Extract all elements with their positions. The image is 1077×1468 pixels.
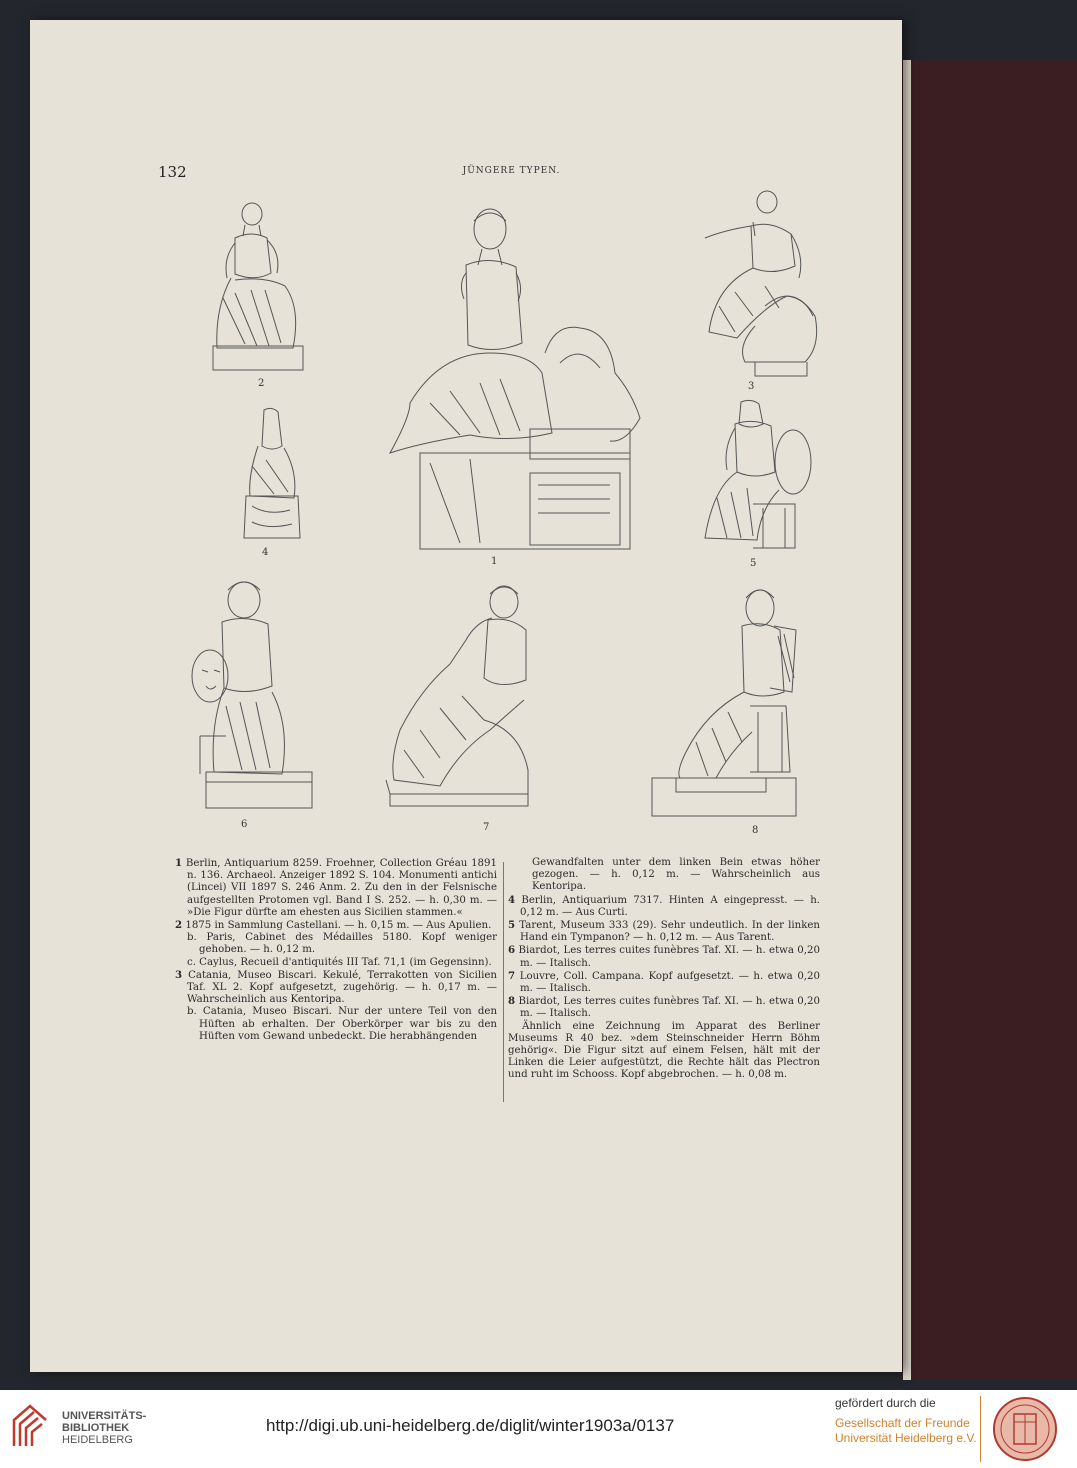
caption-number: 8	[508, 995, 516, 1008]
caption-text: b. Paris, Cabinet des Médailles 5180. Kopf weniger gehoben. — h. 0,12 m.	[187, 932, 497, 956]
caption-3b-continued	[508, 857, 820, 894]
caption-number: 4	[508, 893, 516, 906]
caption-number: 1	[175, 857, 183, 869]
caption-3b	[175, 1006, 497, 1043]
caption-7	[508, 970, 820, 995]
caption-2	[175, 919, 497, 932]
figure-7-label: 7	[483, 822, 490, 833]
university-library-logo-icon	[10, 1402, 50, 1450]
permalink-url[interactable]: http://digi.ub.uni-heidelberg.de/diglit/winter1903a/0137	[266, 1416, 675, 1435]
figure-7-drawing	[380, 580, 530, 808]
figure-1-label: 1	[491, 556, 498, 567]
figure-6-label: 6	[241, 819, 248, 830]
figure-4-drawing	[238, 406, 308, 544]
university-seal-icon	[992, 1396, 1058, 1462]
library-line-1: UNIVERSITÄTS-	[62, 1410, 147, 1422]
sponsor-line-1: Gesellschaft der Freunde	[835, 1416, 970, 1430]
column-divider	[503, 862, 504, 1102]
caption-text: 1875 in Sammlung Castellani. — h. 0,15 m. — Aus Apulien.	[185, 920, 492, 932]
caption-text: Biardot, Les terres cuites funèbres Taf. XI. — h. etwa 0,20 m. — Italisch.	[518, 945, 820, 969]
caption-number: 5	[508, 919, 516, 932]
caption-text: b. Catania, Museo Biscari. Nur der untere Teil von den Hüften ab erhalten. Der Oberkörper war bis zu den Hüften vom Gewand unbedeckt. Die herabhängenden	[187, 1006, 497, 1042]
running-head	[0, 166, 1077, 176]
caption-3	[175, 969, 497, 1007]
caption-text: c. Caylus, Recueil d'antiquités III Taf. 71,1 (im Gegensinn).	[187, 956, 492, 968]
captions-left-column	[175, 857, 497, 1043]
figure-2-label: 2	[258, 378, 265, 389]
figure-5-label: 5	[750, 558, 757, 569]
facing-page-margin	[903, 60, 911, 1380]
captions-right-column	[508, 857, 820, 1082]
caption-5	[508, 919, 820, 944]
caption-number: 7	[508, 969, 516, 982]
figure-5-drawing	[697, 398, 827, 556]
caption-text: Catania, Museo Biscari. Kekulé, Terrakotten von Sicilien Taf. XL 2. Kopf aufgesetzt, zugehörig. — h. 0,17 m. — Wahrscheinlich aus Kentoripa.	[187, 969, 497, 1006]
caption-4	[508, 894, 820, 919]
caption-text: Berlin, Antiquarium 7317. Hinten A eingepresst. — h. 0,12 m. — Aus Curti.	[520, 894, 820, 918]
caption-text: Biardot, Les terres cuites funèbres Taf. XI. — h. etwa 0,20 m. — Italisch.	[518, 996, 820, 1020]
caption-number: 6	[508, 944, 516, 957]
caption-text: Berlin, Antiquarium 8259. Froehner, Collection Gréau 1891 n. 136. Archaeol. Anzeiger 1892 S. 104. Monumenti antichi (Lincei) VII 1897 S. 246 Anm. 2. Zu den in der Felsnische aufgestellten Protomen vgl. Band I S. 252. — h. 0,30 m. — »Die Figur dürfte am ehesten aus Sicilien stammen.«	[185, 858, 497, 918]
caption-number: 3	[175, 968, 183, 981]
caption-text: Gewandfalten unter dem linken Bein etwas höher gezogen. — h. 0,12 m. — Wahrscheinlich aus Kentoripa.	[532, 857, 820, 893]
caption-text: Tarent, Museum 333 (29). Sehr undeutlich. In der linken Hand ein Tympanon? — h. 0,12 m. — Aus Tarent.	[519, 920, 820, 944]
figure-4-label: 4	[262, 547, 269, 558]
figure-8-label: 8	[752, 825, 759, 836]
caption-6	[508, 944, 820, 969]
caption-text: Louvre, Coll. Campana. Kopf aufgesetzt. — h. etwa 0,20 m. — Italisch.	[519, 970, 820, 995]
facing-page-edge	[902, 60, 1077, 1380]
caption-number: 2	[175, 919, 183, 932]
viewer-footer	[0, 1390, 1077, 1468]
caption-8	[508, 995, 820, 1020]
caption-text: Ähnlich eine Zeichnung im Apparat des Berliner Museums R 40 bez. »dem Steinschneider Herrn Böhm gehörig«. Die Figur sitzt auf einem Felsen, hält mit der Linken die Leier aufgestützt, die Rechte hält das Plectron und ruht im Schooss. Kopf abgebrochen. — h. 0,08 m.	[508, 1020, 820, 1081]
figure-1-drawing	[370, 203, 650, 555]
library-line-3: HEIDELBERG	[62, 1434, 133, 1446]
library-line-2: BIBLIOTHEK	[62, 1422, 130, 1434]
sponsor-divider	[980, 1396, 981, 1462]
sponsor-name	[835, 1416, 980, 1446]
figure-3-drawing	[695, 186, 825, 380]
figure-6-drawing	[186, 576, 316, 812]
sponsor-line-2: Universität Heidelberg e.V.	[835, 1431, 977, 1445]
caption-2b	[175, 932, 497, 956]
figure-3-label: 3	[748, 381, 755, 392]
caption-1	[175, 857, 497, 919]
caption-2c	[175, 957, 497, 969]
university-library-name	[62, 1410, 146, 1446]
caption-8-note	[508, 1021, 820, 1082]
figure-8-drawing	[646, 582, 800, 822]
sponsor-intro: gefördert durch die	[835, 1396, 936, 1410]
page-number: 132	[158, 163, 187, 181]
running-head-text: JÜNGERE TYPEN.	[462, 166, 561, 176]
figure-2-drawing	[205, 198, 315, 376]
